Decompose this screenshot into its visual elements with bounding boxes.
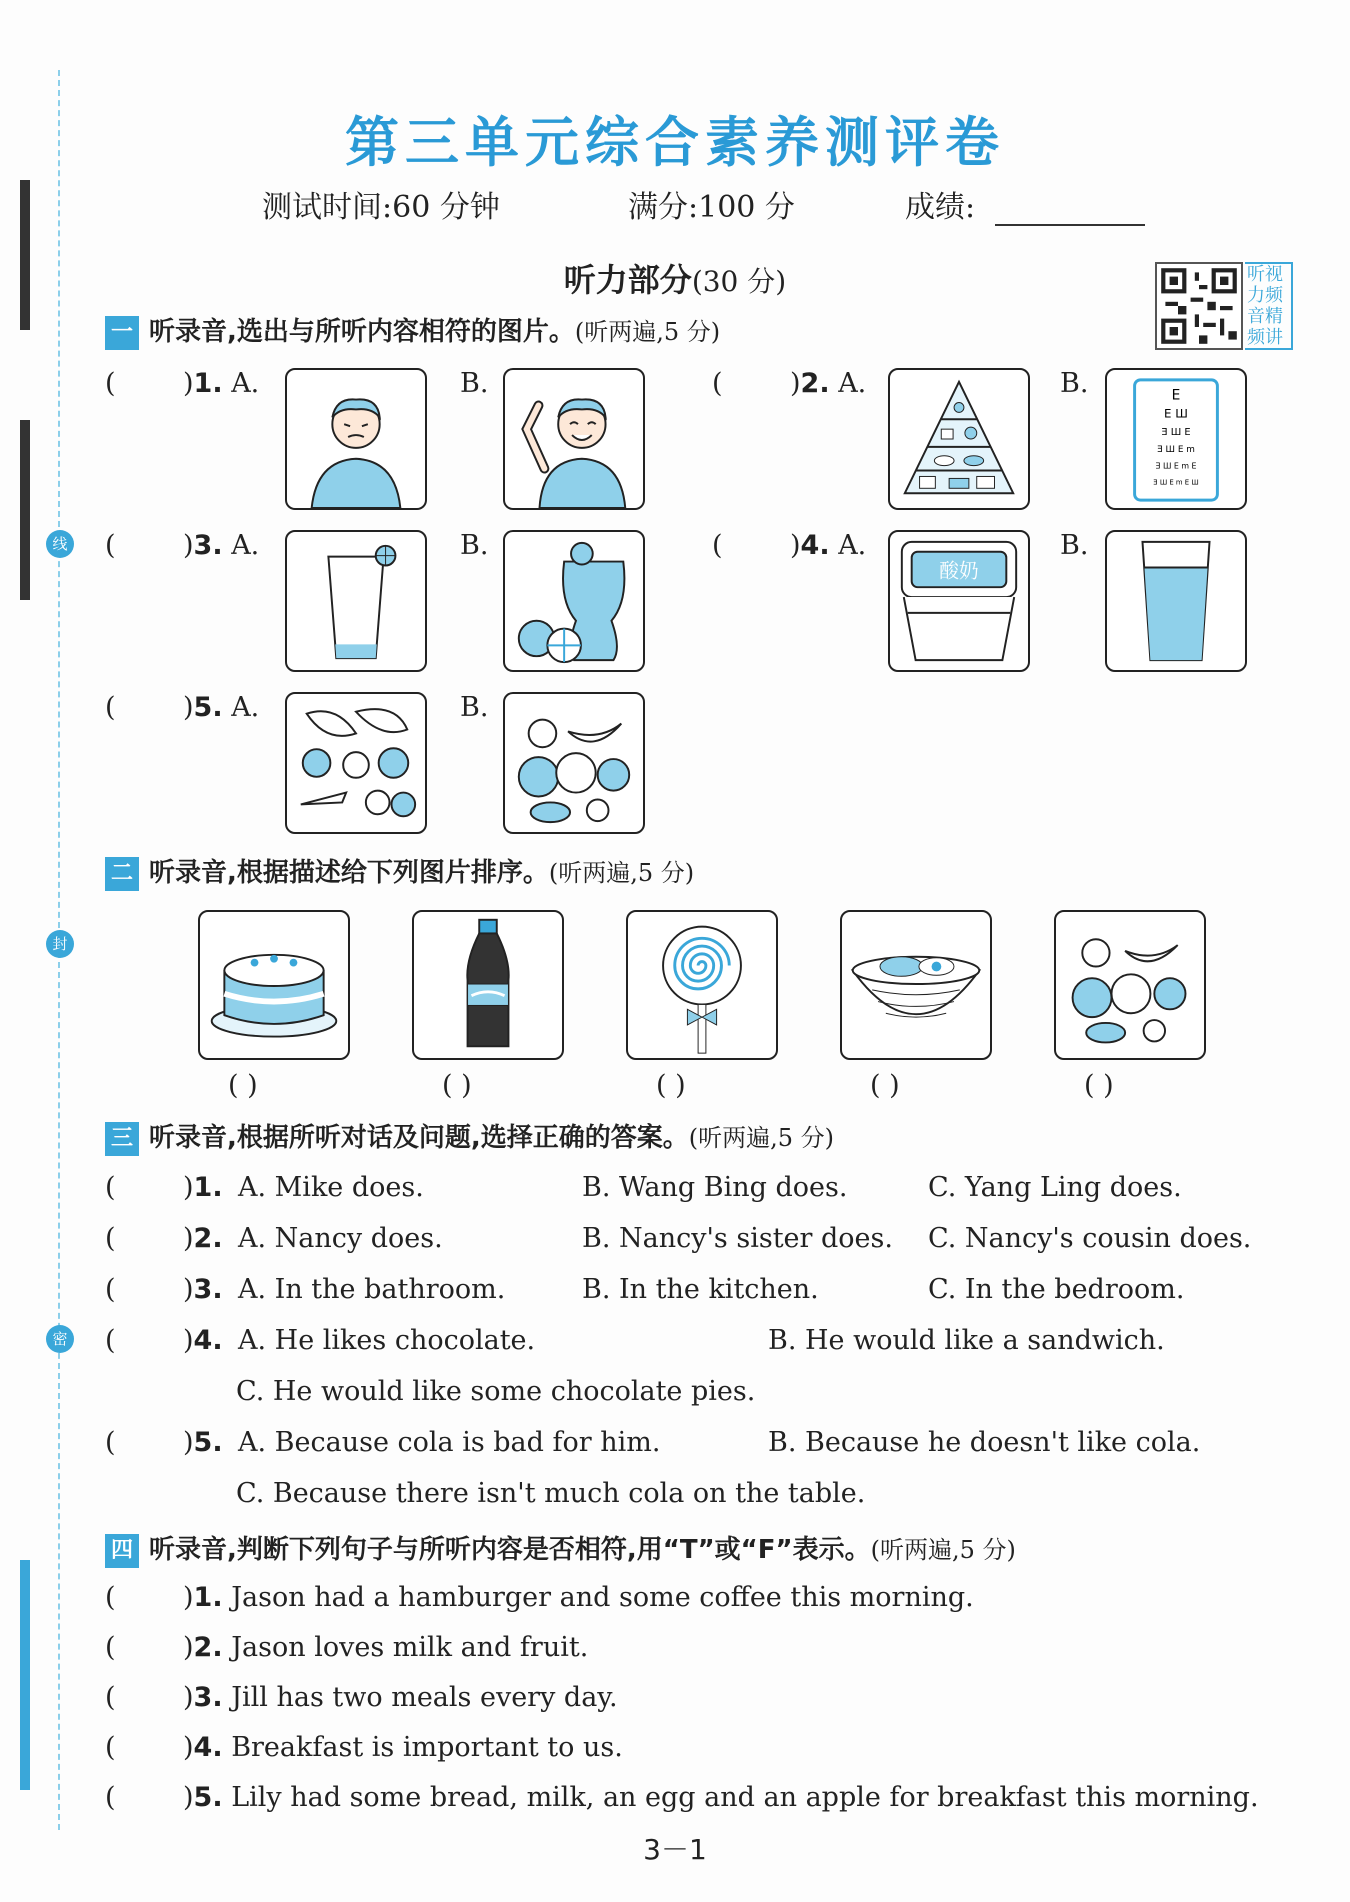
binding-label-line: 线 — [46, 530, 74, 558]
paren-open: ( — [105, 368, 116, 399]
qnum: 3. — [193, 1682, 223, 1713]
section-title: 听录音,根据所听对话及问题,选择正确的答案。 — [149, 1123, 689, 1153]
option-b: B. — [460, 530, 489, 561]
tf-item — [183, 1782, 1259, 1813]
answer-paren[interactable] — [712, 530, 723, 561]
paren-close: ) — [183, 1325, 194, 1356]
question-number — [183, 368, 259, 399]
question-3-5 — [183, 1427, 223, 1458]
test-time: 测试时间:60 分钟 — [262, 190, 500, 225]
order-blank[interactable]: ( ) — [656, 1070, 686, 1101]
page-number: 3－1 — [643, 1833, 707, 1866]
section-1-heading — [105, 312, 720, 352]
section-3-heading — [105, 1118, 834, 1158]
eye-chart-row: E Ш — [1164, 406, 1188, 421]
option-a[interactable]: A. In the bathroom. — [238, 1274, 506, 1305]
picture-empty-glass[interactable] — [285, 530, 427, 672]
qr-side-label — [1245, 262, 1293, 350]
qnum: 5. — [193, 1782, 223, 1813]
option-a: A. — [838, 368, 867, 399]
picture-fruit-bowl[interactable] — [1054, 910, 1206, 1060]
paren-open: ( — [105, 692, 116, 723]
option-a: A. — [231, 368, 260, 399]
qnum: 1. — [193, 368, 223, 399]
paren-close: ) — [183, 1782, 194, 1813]
tf-item — [183, 1682, 618, 1713]
paren-close: ) — [183, 1732, 194, 1763]
answer-paren[interactable] — [105, 1732, 116, 1763]
paren-open: ( — [105, 1782, 116, 1813]
section-number: 四 — [105, 1534, 139, 1568]
picture-lollipop[interactable] — [626, 910, 778, 1060]
paren-open: ( — [105, 1632, 116, 1663]
part-title — [0, 255, 1350, 301]
answer-paren[interactable] — [105, 1582, 116, 1613]
order-blank[interactable]: ( ) — [1084, 1070, 1114, 1101]
qnum: 5. — [193, 692, 223, 723]
picture-vegetables[interactable] — [285, 692, 427, 834]
eye-chart-row: Ǝ Ш E m E — [1155, 461, 1197, 471]
question-number — [183, 530, 259, 561]
question-number — [790, 368, 866, 399]
picture-boy-strong[interactable] — [503, 368, 645, 510]
eye-chart-row: E — [1171, 387, 1181, 404]
answer-paren[interactable] — [105, 692, 116, 723]
question-3-2 — [183, 1223, 223, 1254]
part-points: (30 分) — [691, 265, 787, 298]
paren-close: ) — [183, 1274, 194, 1305]
qnum: 4. — [193, 1325, 223, 1356]
qnum: 1. — [193, 1582, 223, 1613]
tf-text: Jason had a hamburger and some coffee this morning. — [231, 1582, 974, 1613]
paren-close: ) — [790, 368, 801, 399]
answer-paren[interactable] — [105, 530, 116, 561]
option-a[interactable]: A. Nancy does. — [238, 1223, 443, 1254]
section-note: (听两遍,5 分) — [688, 1124, 835, 1152]
question-number — [183, 692, 259, 723]
option-b: B. — [460, 692, 489, 723]
picture-fruit[interactable] — [503, 692, 645, 834]
paren-open: ( — [105, 1582, 116, 1613]
section-number: 一 — [105, 316, 139, 350]
answer-paren[interactable] — [105, 1274, 116, 1305]
section-title: 听录音,判断下列句子与所听内容是否相符,用“T”或“F”表示。 — [149, 1535, 871, 1565]
answer-paren[interactable] — [105, 1632, 116, 1663]
paren-close: ) — [183, 692, 194, 723]
tf-item — [183, 1632, 588, 1663]
option-b[interactable]: B. Wang Bing does. — [582, 1172, 848, 1203]
option-c[interactable]: C. He would like some chocolate pies. — [236, 1376, 756, 1407]
section-note: (听两遍,5 分) — [548, 859, 695, 887]
paren-open: ( — [105, 1732, 116, 1763]
binding-label-seal: 封 — [46, 930, 74, 958]
qr-side-line: 音精 — [1247, 306, 1283, 327]
section-title: 听录音,根据描述给下列图片排序。 — [149, 858, 549, 888]
qnum: 1. — [193, 1172, 223, 1203]
eye-chart-row: Ǝ Ш E m — [1157, 444, 1195, 455]
picture-glass-of-water[interactable] — [1105, 530, 1247, 672]
option-a[interactable]: A. Mike does. — [238, 1172, 424, 1203]
qnum: 3. — [193, 1274, 223, 1305]
qnum: 4. — [800, 530, 830, 561]
option-b[interactable]: B. Nancy's sister does. — [582, 1223, 893, 1254]
option-c[interactable]: C. Nancy's cousin does. — [928, 1223, 1252, 1254]
option-a: A. — [231, 692, 260, 723]
tf-text: Lily had some bread, milk, an egg and an apple for breakfast this morning. — [231, 1782, 1259, 1813]
answer-paren[interactable] — [105, 1427, 116, 1458]
paren-close: ) — [183, 1223, 194, 1254]
question-3-1 — [183, 1172, 223, 1203]
option-c[interactable]: C. In the bedroom. — [928, 1274, 1185, 1305]
grade-label: 成绩: — [905, 190, 976, 225]
paren-open: ( — [105, 1682, 116, 1713]
paren-close: ) — [183, 1427, 194, 1458]
margin-bar — [20, 420, 30, 600]
option-a: A. — [838, 530, 867, 561]
answer-paren[interactable] — [105, 368, 116, 399]
paren-close: ) — [183, 368, 194, 399]
paren-close: ) — [183, 1682, 194, 1713]
option-b[interactable]: B. Because he doesn't like cola. — [768, 1427, 1201, 1458]
option-a: A. — [231, 530, 260, 561]
paren-close: ) — [183, 530, 194, 561]
section-title: 听录音,选出与所听内容相符的图片。 — [149, 317, 575, 347]
paren-open: ( — [105, 1427, 116, 1458]
qr-code-icon[interactable] — [1155, 262, 1243, 350]
option-a[interactable]: A. Because cola is bad for him. — [238, 1427, 661, 1458]
section-note: (听两遍,5 分) — [870, 1536, 1016, 1564]
paren-close: ) — [790, 530, 801, 561]
option-b[interactable]: B. He would like a sandwich. — [768, 1325, 1165, 1356]
section-4-heading — [105, 1530, 1016, 1570]
section-number: 二 — [105, 857, 139, 891]
order-blank[interactable]: ( ) — [442, 1070, 472, 1101]
binding-label-secret: 密 — [46, 1325, 74, 1353]
paren-close: ) — [183, 1582, 194, 1613]
qnum: 3. — [193, 530, 223, 561]
picture-eye-chart[interactable] — [1105, 368, 1247, 510]
picture-cola[interactable] — [412, 910, 564, 1060]
eye-chart-row: Ǝ Ш E m E Ш — [1153, 478, 1199, 487]
paren-open: ( — [712, 368, 723, 399]
paren-open: ( — [105, 530, 116, 561]
tf-item — [183, 1732, 623, 1763]
paren-close: ) — [183, 1632, 194, 1663]
order-blank[interactable]: ( ) — [228, 1070, 258, 1101]
tf-text: Jill has two meals every day. — [231, 1682, 618, 1713]
grade-blank[interactable] — [995, 224, 1145, 226]
option-c[interactable]: C. Because there isn't much cola on the table. — [236, 1478, 866, 1509]
qnum: 2. — [193, 1632, 223, 1663]
picture-cake[interactable] — [198, 910, 350, 1060]
order-blank[interactable]: ( ) — [870, 1070, 900, 1101]
question-number — [790, 530, 866, 561]
answer-paren[interactable] — [105, 1223, 116, 1254]
option-b: B. — [1060, 368, 1089, 399]
picture-noodles-egg[interactable] — [840, 910, 992, 1060]
qnum: 2. — [193, 1223, 223, 1254]
tf-text: Jason loves milk and fruit. — [231, 1632, 589, 1663]
answer-paren[interactable] — [712, 368, 723, 399]
part-title-text: 听力部分 — [563, 261, 692, 299]
paren-open: ( — [712, 530, 723, 561]
qnum: 4. — [193, 1732, 223, 1763]
qr-side-line: 听视 — [1247, 264, 1283, 285]
picture-yogurt[interactable] — [888, 530, 1030, 672]
answer-paren[interactable] — [105, 1782, 116, 1813]
qr-side-line: 力频 — [1247, 285, 1283, 306]
paren-open: ( — [105, 1274, 116, 1305]
paren-open: ( — [105, 1325, 116, 1356]
paren-open: ( — [105, 1172, 116, 1203]
option-c[interactable]: C. Yang Ling does. — [928, 1172, 1182, 1203]
section-2-heading — [105, 853, 694, 893]
full-score: 满分:100 分 — [628, 190, 795, 225]
picture-orange-juice[interactable] — [503, 530, 645, 672]
option-b: B. — [1060, 530, 1089, 561]
eye-chart-row: Ǝ Ш E — [1161, 427, 1191, 439]
picture-boy-tired[interactable] — [285, 368, 427, 510]
section-note: (听两遍,5 分) — [574, 318, 721, 346]
option-b[interactable]: B. In the kitchen. — [582, 1274, 819, 1305]
answer-paren[interactable] — [105, 1172, 116, 1203]
margin-bar-blue — [20, 1560, 30, 1790]
section-number: 三 — [105, 1122, 139, 1156]
qnum: 5. — [193, 1427, 223, 1458]
answer-paren[interactable] — [105, 1325, 116, 1356]
qr-side-line: 频讲 — [1247, 327, 1283, 348]
option-a[interactable]: A. He likes chocolate. — [238, 1325, 536, 1356]
tf-text: Breakfast is important to us. — [231, 1732, 623, 1763]
qnum: 2. — [800, 368, 830, 399]
question-3-3 — [183, 1274, 223, 1305]
page-title: 第三单元综合素养测评卷 — [345, 111, 1005, 174]
answer-paren[interactable] — [105, 1682, 116, 1713]
tf-item — [183, 1582, 974, 1613]
option-b: B. — [460, 368, 489, 399]
yogurt-label: 酸奶 — [939, 559, 979, 583]
paren-close: ) — [183, 1172, 194, 1203]
paren-open: ( — [105, 1223, 116, 1254]
question-3-4 — [183, 1325, 223, 1356]
picture-food-pyramid[interactable] — [888, 368, 1030, 510]
